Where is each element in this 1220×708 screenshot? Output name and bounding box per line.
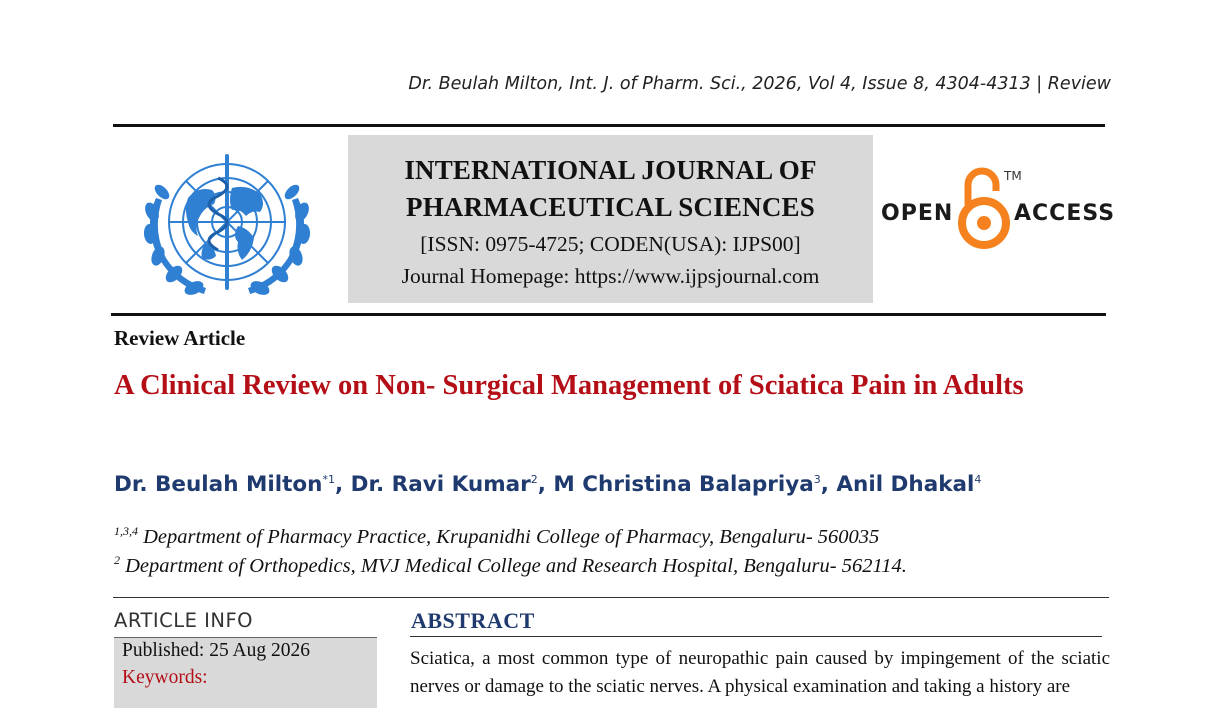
- published-date: Published: 25 Aug 2026: [122, 640, 310, 661]
- abstract-text: Sciatica, a most common type of neuropathic pain caused by impingement of the sciatic nerves or damage to the sciatic nerves. A physical examination and taking a history are: [410, 648, 1110, 697]
- author-separator: ,: [537, 472, 554, 497]
- author-name: Dr. Beulah Milton: [114, 472, 323, 497]
- affiliation-mark: 2: [114, 553, 120, 567]
- article-info-heading: ARTICLE INFO: [114, 609, 254, 632]
- globe-emblem-icon: [128, 138, 326, 306]
- abstract-heading-rule: [410, 636, 1102, 637]
- author-affiliation-mark: 4: [974, 472, 982, 486]
- journal-name: [348, 152, 873, 226]
- journal-name-line2: PHARMACEUTICAL SCIENCES: [406, 192, 815, 222]
- affiliation-text: Department of Pharmacy Practice, Krupanidhi College of Pharmacy, Bengaluru- 560035: [138, 525, 880, 548]
- abstract-heading: ABSTRACT: [411, 608, 535, 633]
- article-info-box: [114, 637, 377, 708]
- affiliation-mark: 1,3,4: [114, 524, 138, 538]
- author-name: M Christina Balapriya: [553, 472, 814, 497]
- header-top-rule: [113, 124, 1105, 127]
- open-access-logo: [880, 165, 1116, 255]
- keywords-label: Keywords:: [122, 667, 208, 688]
- author-list: [114, 472, 981, 497]
- author-name: Anil Dhakal: [836, 472, 975, 497]
- article-title: A Clinical Review on Non- Surgical Management of Sciatica Pain in Adults: [114, 370, 1024, 401]
- trademark-mark: TM: [1004, 169, 1022, 183]
- journal-name-line1: INTERNATIONAL JOURNAL OF: [404, 155, 817, 185]
- section-divider: [113, 597, 1109, 598]
- journal-issn: [ISSN: 0975-4725; CODEN(USA): IJPS00]: [420, 232, 801, 256]
- journal-masthead: [348, 135, 873, 303]
- author-name: Dr. Ravi Kumar: [350, 472, 531, 497]
- affiliation: [114, 524, 879, 549]
- article-type: Review Article: [114, 326, 246, 350]
- author-separator: ,: [820, 472, 837, 497]
- author-affiliation-mark: *1: [322, 472, 335, 486]
- affiliation: [114, 553, 907, 578]
- author-affiliation-mark: 3: [813, 472, 821, 486]
- author-affiliation-mark: 2: [530, 472, 538, 486]
- open-access-left-text: OPEN: [881, 201, 954, 226]
- open-access-right-text: ACCESS: [1014, 201, 1116, 226]
- running-head: Dr. Beulah Milton, Int. J. of Pharm. Sci., 2026, Vol 4, Issue 8, 4304-4313 | Review: [408, 74, 1111, 94]
- author-separator: ,: [334, 472, 351, 497]
- affiliation-text: Department of Orthopedics, MVJ Medical College and Research Hospital, Bengaluru- 562114.: [120, 554, 907, 577]
- header-bottom-rule: [111, 313, 1106, 316]
- journal-homepage: Journal Homepage: https://www.ijpsjournal.com: [401, 264, 820, 288]
